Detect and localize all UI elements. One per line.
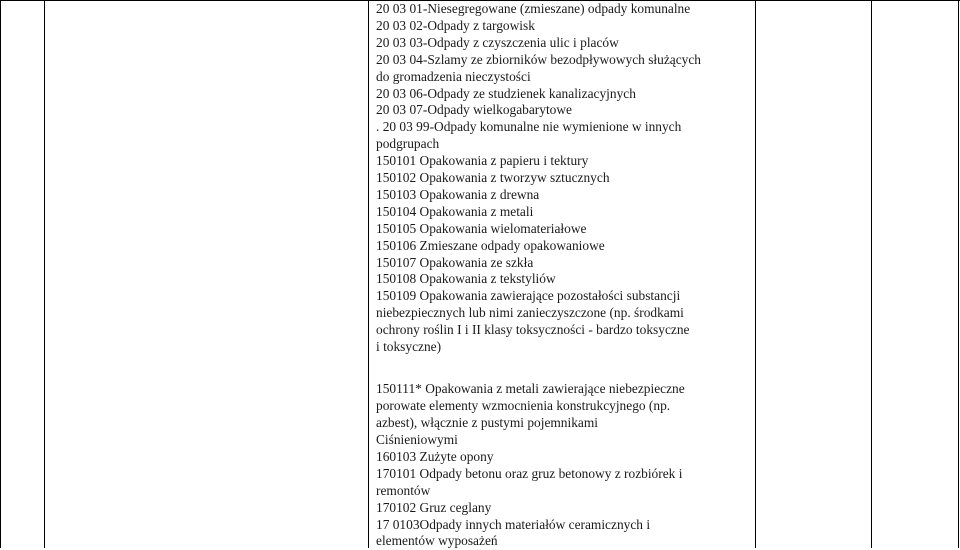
waste-code-line: 20 03 02-Odpady z targowisk (376, 17, 535, 33)
waste-code-line: Ciśnieniowymi (376, 432, 458, 447)
table-border-right (958, 0, 959, 548)
table-border-left (0, 0, 1, 548)
waste-code-line: niebezpiecznych lub nimi zanieczyszczone (np. środkami (376, 305, 684, 321)
waste-code-line: 150108 Opakowania z tekstyliów (376, 271, 556, 287)
waste-code-line: 150106 Zmieszane odpady opakowaniowe (376, 237, 605, 253)
waste-code-line: 20 03 03-Odpady z czyszczenia ulic i placów (376, 34, 619, 50)
table-column-divider-4 (871, 0, 872, 548)
waste-code-line: 160103 Zużyte opony (376, 448, 494, 464)
waste-code-list (376, 0, 756, 548)
waste-code-line: 20 03 07-Odpady wielkogabarytowe (376, 102, 572, 118)
waste-code-line: 150103 Opakowania z drewna (376, 186, 540, 202)
waste-code-line: 150107 Opakowania ze szkła (376, 254, 534, 270)
waste-code-line: 150102 Opakowania z tworzyw sztucznych (376, 170, 610, 185)
waste-code-line: porowate elementy wzmocnienia konstrukcyjnego (np. (376, 398, 671, 414)
table-column-divider-1 (44, 0, 45, 548)
waste-code-line: podgrupach (376, 136, 440, 152)
waste-code-line: elementów wyposażeń (376, 533, 498, 549)
waste-code-line: 20 03 04-Szlamy ze zbiorników bezodpływowych służących (376, 51, 702, 67)
table-column-divider-2 (368, 0, 369, 548)
waste-code-line: 150109 Opakowania zawierające pozostałości substancji (376, 288, 681, 304)
waste-code-line: 150104 Opakowania z metali (376, 203, 534, 219)
waste-code-line: 150111* Opakowania z metali zawierające niebezpieczne (376, 381, 685, 397)
waste-code-line: remontów (376, 482, 431, 498)
waste-code-line: i toksyczne) (376, 339, 442, 354)
waste-code-line: 150101 Opakowania z papieru i tektury (376, 153, 589, 169)
waste-code-line: azbest), włącznie z pustymi pojemnikami (376, 415, 598, 431)
waste-code-line: ochrony roślin I i II klasy toksyczności - bardzo toksyczne (376, 322, 690, 338)
waste-code-line: 20 03 01-Niesegregowane (zmieszane) odpady komunalne (376, 1, 691, 16)
waste-code-line: . 20 03 99-Odpady komunalne nie wymienione w innych (376, 119, 682, 135)
waste-code-line: 150105 Opakowania wielomateriałowe (376, 220, 587, 236)
waste-code-line: 170102 Gruz ceglany (376, 499, 492, 515)
waste-code-line: 17 0103Odpady innych materiałów ceramicznych i (376, 516, 651, 532)
waste-code-line: 20 03 06-Odpady ze studzienek kanalizacyjnych (376, 85, 636, 101)
waste-code-line: do gromadzenia nieczystości (376, 68, 531, 84)
waste-code-line: 170101 Odpady betonu oraz gruz betonowy z rozbiórek i (376, 465, 683, 481)
